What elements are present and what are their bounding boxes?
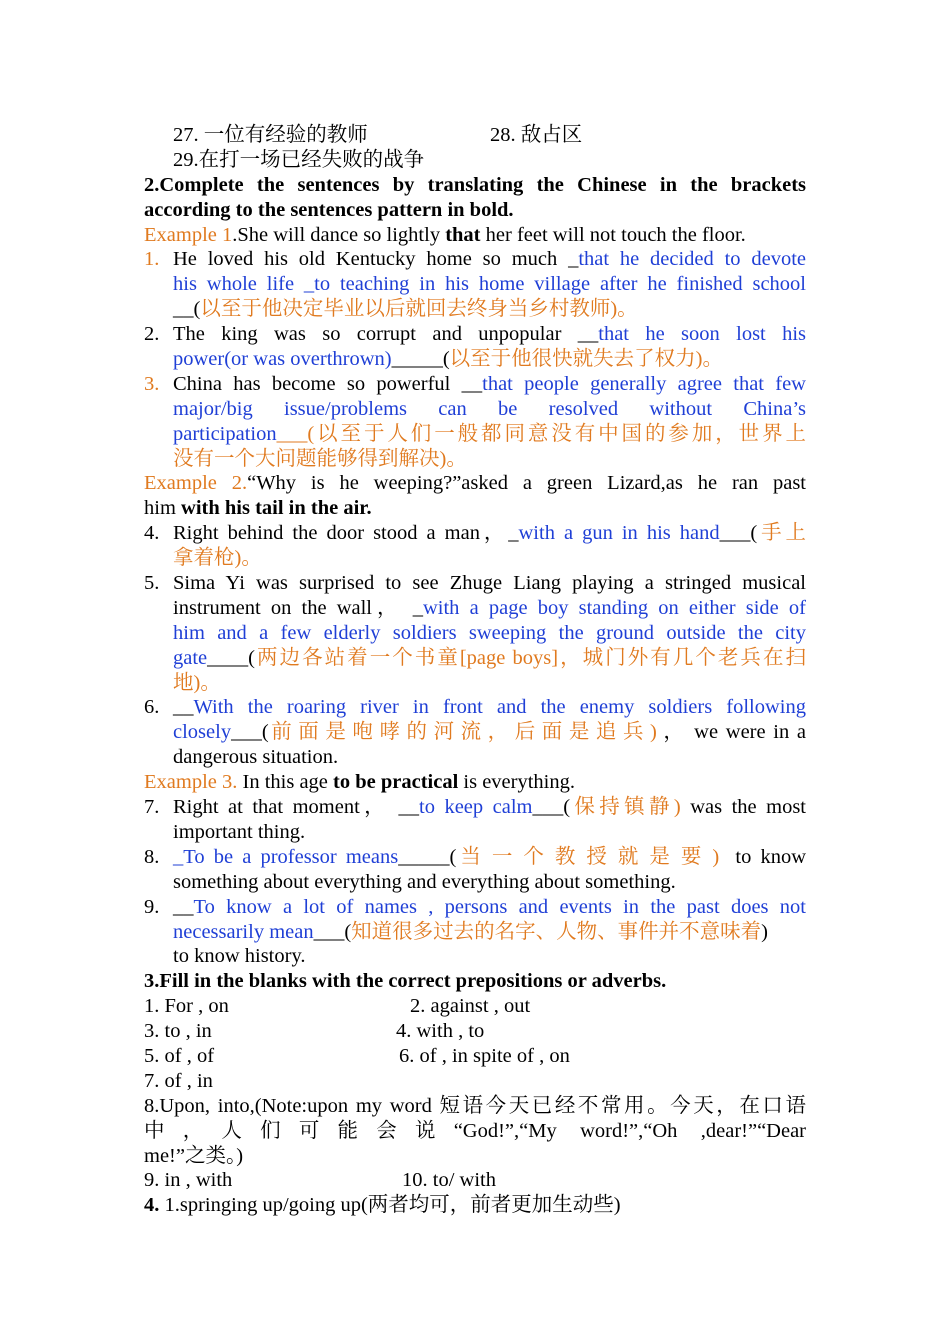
exercise-item-9: 9. __To know a lot of names , persons and events in the past does not necessarily mean___(知道很多过去的名字、人物、事件并不意味着) to know history. <box>144 895 806 968</box>
document-page: 27. 一位有经验的教师 28. 敌占区 29.在打一场已经失败的战争 2.Complete the sentences by translating the Chinese in the brackets according to the sentences pattern in bold. Example 1.She will dance so lightly that her feet will not touch the floor. 1. He loved his old Kentucky home so much _that he decided to devote his whole life _to teaching in his home village after he finished school __(以至于他决定毕业以后就回去终身当乡村教师)。 2. The king was so corrupt and unpopular __that he soon lost his power(or was overthrown)_____(以至于他很快就失去了权力)。 3. China has become so powerful __that people generally agree that few major/big issue/problems can be resolved without China’s participation___(以至于人们一般都同意没有中国的参加，世界上 没有一个大问题能够得到解决)。 Example 2.“Why is he weeping?”asked a green Lizard,as he ran past him with his tail in the air. 4. Right behind the door stood a man，_with a gun in his hand___(手上 拿着枪)。 5. Sima Yi was surprised to see Zhuge Liang playing a stringed musical instrument on the wall， _with a page boy standing on either side of him and a few elderly soldiers sweeping the ground outside the city gate____(两边各站着一个书童[page boys]，城门外有几个老兵在扫 地)。 6. __With the roaring river in front and the enemy soldiers following closely___(前面是咆哮的河流，后面是追兵)， we were in a dangerous situation. Example 3. In this age to be practical is everything. 7. Right at that moment， __to keep calm___(保持镇静) was the most important thing. 8. _To be a professor means_____(当一个教授就是要) to know something about everything and everything about something. 9. __To know a lot of names , persons and events in the past does not necessarily mean___(知道很多过去的名字、人物、事件并不意味着) to know history. 3.Fill in the blanks with the correct prepositions or adverbs. 1. For , on 2. against , out 3. to , in 4. with , to 5. of , of 6. of , in spite of , on 7. of , in 8.Upon, into,(Note:upon my word 短语今天已经不常用。今天，在口语 中，人们可能会说“God!”,“My word!”,“Oh ,dear!”“Dear me!”之类。) 9. in , with 10. to/ with 4. 1.springing up/going up(两者均可，前者更加生动些) <box>144 124 807 1217</box>
section-2-heading-cont: according to the sentences pattern in bold. <box>144 198 514 221</box>
answer-text: power(or was overthrown) <box>173 348 392 371</box>
answer-text: major/big issue/problems can be resolved without China’s <box>173 397 806 420</box>
answer-7: 7. of , in <box>144 1069 213 1092</box>
item-number: 7. <box>144 796 160 819</box>
answer-8-cont: 中，人们可能会说“God!”,“My word!”,“Oh ,dear!”“Dear <box>144 1119 806 1142</box>
chinese-prompt: 保持镇静) <box>570 796 681 819</box>
item-number: 3. <box>144 372 160 395</box>
answer-8: 8.Upon, into,(Note:upon my word 短语今天已经不常用。今天，在口语 <box>144 1094 806 1117</box>
item-number: 6. <box>144 696 160 719</box>
answer-text: with a gun in his hand <box>518 522 720 545</box>
vocab-item-28: 28. 敌占区 <box>490 124 583 146</box>
answer-2: 2. against , out <box>410 995 531 1018</box>
chinese-prompt: 前面是咆哮的河流，后面是追兵) <box>268 721 661 744</box>
answer-4: 4. with , to <box>396 1020 485 1043</box>
chinese-prompt: 手上 <box>757 522 807 545</box>
answer-text: closely <box>173 721 232 744</box>
exercise-item-1: 1. He loved his old Kentucky home so much _that he decided to devote his whole life _to teaching in his home village after he finished school __(以至于他决定毕业以后就回去终身当乡村教师)。 <box>144 248 806 321</box>
answer-8-cont: me!”之类。) <box>144 1144 244 1167</box>
exercise-item-7: 7. Right at that moment， __to keep calm___(保持镇静) was the most important thing. <box>144 796 806 843</box>
item-number: 9. <box>144 895 160 918</box>
example-3: Example 3. In this age to be practical is everything. <box>144 771 575 794</box>
vocab-row <box>144 148 806 173</box>
exercise-item-8: 8. _To be a professor means_____(当一个教授就是要) to know something about everything and everything about something. <box>144 845 807 893</box>
item-number: 4. <box>144 522 160 545</box>
chinese-prompt: 两边各站着一个书童[page boys]，城门外有几个老兵在扫 <box>254 646 806 669</box>
chinese-prompt: 以至于他决定毕业以后就回去终身当乡村教师)。 <box>200 298 638 321</box>
chinese-prompt: 拿着枪)。 <box>173 547 262 570</box>
item-number: 8. <box>144 845 160 868</box>
example-label: Example 1 <box>144 223 233 246</box>
answer-row <box>144 1019 806 1044</box>
answer-1: 1. For , on <box>144 995 229 1018</box>
section-3-heading: 3.Fill in the blanks with the correct prepositions or adverbs. <box>144 970 667 993</box>
answer-text: necessarily mean <box>173 920 314 943</box>
section-2-heading: 2.Complete the sentences by translating the Chinese in the brackets <box>144 173 806 196</box>
vocab-row <box>144 123 806 148</box>
answer-text: that he decided to devote <box>578 248 806 271</box>
section-4: 4. 1.springing up/going up(两者均可，前者更加生动些) <box>144 1194 621 1217</box>
vocab-item-29: 29.在打一场已经失败的战争 <box>173 148 425 171</box>
section-4-number: 4. <box>144 1194 160 1217</box>
answer-text: gate <box>173 646 208 669</box>
example-2: Example 2.“Why is he weeping?”asked a green Lizard,as he ran past <box>144 472 806 495</box>
exercise-item-2: 2. The king was so corrupt and unpopular __that he soon lost his power(or was overthrown)_____(以至于他很快就失去了权力)。 <box>144 323 807 371</box>
answer-text: With the roaring river in front and the enemy soldiers following <box>193 696 806 719</box>
example-1: Example 1.She will dance so lightly that her feet will not touch the floor. <box>144 223 746 246</box>
exercise-item-5: 5. Sima Yi was surprised to see Zhuge Liang playing a stringed musical instrument on the wall， _with a page boy standing on either side of him and a few elderly soldiers sweeping the ground outside the city gate____(两边各站着一个书童[page boys]，城门外有几个老兵在扫 地)。 <box>144 572 806 694</box>
example-label: Example 2. <box>144 472 248 495</box>
answer-text: to keep calm <box>419 796 533 819</box>
answer-text: that people generally agree that few <box>482 372 806 395</box>
chinese-prompt: 没有一个大问题能够得到解决)。 <box>173 447 467 470</box>
answer-9: 9. in , with <box>144 1169 233 1192</box>
exercise-item-6: 6. __With the roaring river in front and the enemy soldiers following closely___(前面是咆哮的河流，后面是追兵)， we were in a dangerous situation. <box>144 696 807 769</box>
answer-5: 5. of , of <box>144 1044 215 1067</box>
answer-text: _To be a professor means <box>173 845 399 868</box>
chinese-prompt: 当一个教授就是要) <box>456 845 727 868</box>
item-number: 5. <box>144 572 160 595</box>
answer-text: his whole life _to teaching in his home village after he finished school <box>173 273 806 296</box>
answer-text: him and a few elderly soldiers sweeping the ground outside the city <box>173 621 806 644</box>
chinese-prompt: 知道很多过去的名字、人物、事件并不意味着 <box>351 920 762 943</box>
answer-10: 10. to/ with <box>402 1169 496 1192</box>
chinese-prompt: 以至于他很快就失去了权力)。 <box>449 348 723 371</box>
chinese-prompt: 以至于人们一般都同意没有中国的参加，世界上 <box>314 422 806 445</box>
exercise-item-4: 4. Right behind the door stood a man，_with a gun in his hand___(手上 拿着枪)。 <box>144 522 807 570</box>
answer-text: with a page boy standing on either side of <box>422 596 806 619</box>
answer-row <box>144 1044 806 1069</box>
chinese-prompt: 地)。 <box>173 671 221 694</box>
item-number: 2. <box>144 323 160 346</box>
item-number: 1. <box>144 248 160 271</box>
answer-row <box>144 1168 806 1193</box>
answer-6: 6. of , in spite of , on <box>399 1044 570 1067</box>
vocab-item-27: 27. 一位有经验的教师 <box>173 124 368 146</box>
answer-3: 3. to , in <box>144 1020 212 1043</box>
exercise-item-3: 3. China has become so powerful __that people generally agree that few major/big issue/problems can be resolved without China’s participation___(以至于人们一般都同意没有中国的参加，世界上 没有一个大问题能够得到解决)。 <box>144 372 806 470</box>
answer-text: that he soon lost his <box>598 323 807 346</box>
example-label: Example 3. <box>144 771 238 794</box>
answer-text: To know a lot of names , persons and events in the past does not <box>193 895 806 918</box>
answer-row <box>144 1069 806 1094</box>
answer-row <box>144 994 806 1019</box>
answer-text: participation <box>173 422 277 445</box>
